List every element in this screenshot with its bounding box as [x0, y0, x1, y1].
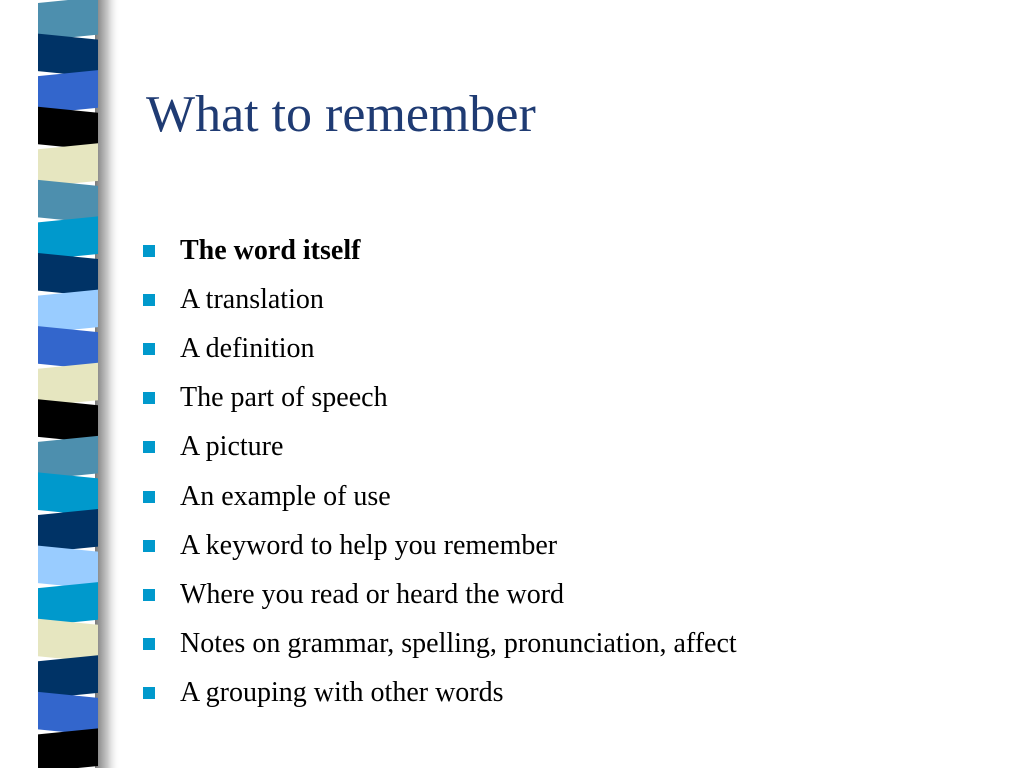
stripe-segment [38, 326, 98, 370]
square-bullet-icon [143, 589, 155, 601]
stripe-segment [38, 70, 98, 114]
square-bullet-icon [143, 687, 155, 699]
bullet-text: A grouping with other words [180, 677, 504, 709]
square-bullet-icon [143, 638, 155, 650]
square-bullet-icon [143, 392, 155, 404]
square-bullet-icon [143, 540, 155, 552]
stripe-segment [38, 399, 98, 443]
bullet-item [143, 423, 737, 472]
stripe-segment [38, 655, 98, 699]
stripe-shadow [95, 0, 120, 768]
bullet-item [143, 275, 737, 324]
bullet-item [143, 669, 737, 718]
bullet-text: Notes on grammar, spelling, pronunciation, affect [180, 628, 737, 660]
bullet-text: A translation [180, 283, 324, 315]
stripe-segment [38, 692, 98, 736]
bullet-text: A picture [180, 431, 284, 463]
square-bullet-icon [143, 294, 155, 306]
bullet-item [143, 324, 737, 373]
bullet-text: The word itself [180, 234, 361, 266]
square-bullet-icon [143, 245, 155, 257]
stripe-segment [38, 436, 98, 480]
stripe-segment [38, 180, 98, 224]
stripe-segment [38, 143, 98, 187]
bullet-item [143, 374, 737, 423]
square-bullet-icon [143, 343, 155, 355]
bullet-item [143, 226, 737, 275]
stripe-segment [38, 582, 98, 626]
bullet-item [143, 570, 737, 619]
bullet-text: An example of use [180, 480, 391, 512]
slide-title: What to remember [146, 86, 536, 143]
bullet-item [143, 521, 737, 570]
bullet-item [143, 620, 737, 669]
stripe-segment [38, 728, 98, 768]
stripe-segment [38, 107, 98, 151]
bullet-list [143, 226, 737, 718]
stripe-segment [38, 363, 98, 407]
square-bullet-icon [143, 491, 155, 503]
stripe-segment [38, 619, 98, 663]
stripe-segment [38, 546, 98, 590]
stripe-group [38, 0, 98, 768]
bullet-text: A keyword to help you remember [180, 529, 558, 561]
decorative-stripe-bar [0, 0, 120, 768]
bullet-item [143, 472, 737, 521]
stripe-segment [38, 253, 98, 297]
stripe-segment [38, 290, 98, 334]
bullet-text: A definition [180, 332, 315, 364]
bullet-text: Where you read or heard the word [180, 578, 565, 610]
stripe-segment [38, 216, 98, 260]
stripe-segment [38, 509, 98, 553]
bullet-text: The part of speech [180, 382, 388, 414]
stripe-segment [38, 34, 98, 78]
stripe-segment [38, 472, 98, 516]
square-bullet-icon [143, 441, 155, 453]
